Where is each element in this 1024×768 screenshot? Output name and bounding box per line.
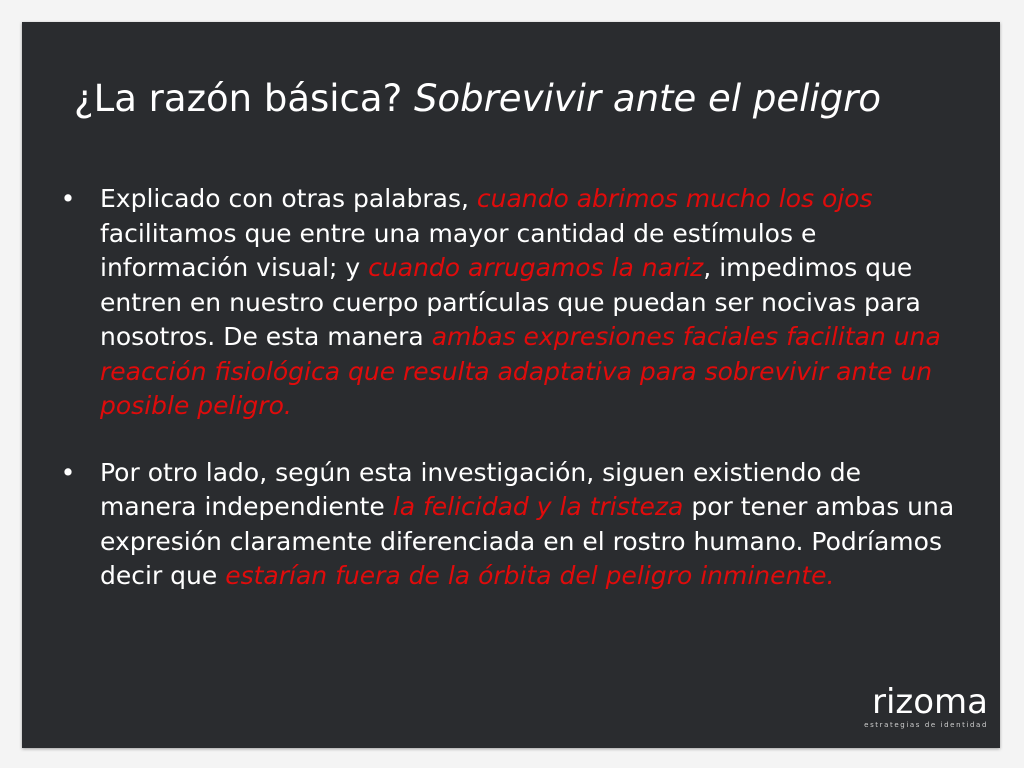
bullet-text-segment: por tener ambas una expresión claramente diferenciada en el rostro humano. Podríamos decir que [100, 492, 955, 590]
bullet-text-segment: Explicado con otras palabras, [100, 184, 477, 213]
bullet-highlight-segment: la felicidad y la tristeza [392, 492, 684, 521]
bullet-dot: • [60, 184, 76, 213]
slide-title [74, 76, 881, 122]
bullet-highlight-segment: cuando abrimos mucho los ojos [476, 184, 873, 213]
slide-title-italic: Sobrevivir ante el peligro [413, 77, 882, 120]
bullet-text-segment: , impedimos que entren en nuestro cuerpo partículas que puedan ser nocivas para nosotros. De esta manera [100, 253, 921, 351]
rizoma-logo [864, 682, 988, 730]
bullet-highlight-segment: estarían fuera de la órbita del peligro inminente. [225, 561, 835, 590]
bullet-text-segment: Por otro lado, según esta investigación, siguen existiendo de manera independiente [100, 457, 862, 521]
bullet-item [58, 182, 958, 424]
bullet-list [58, 182, 958, 594]
logo-wordmark: rizoma [871, 682, 988, 722]
logo-tagline: estrategias de identidad [864, 721, 988, 729]
bullet-item [58, 456, 958, 594]
slide [22, 22, 1000, 748]
bullet-highlight-segment: cuando arrugamos la nariz [368, 253, 704, 282]
bullet-highlight-segment: ambas expresiones faciales facilitan una reacción fisiológica que resulta adaptativa para sobrevivir ante un posible peligro. [100, 322, 941, 420]
bullet-text-segment: facilitamos que entre una mayor cantidad de estímulos e información visual; y [100, 218, 817, 282]
slide-title-plain: ¿La razón básica? [74, 77, 414, 120]
bullet-dot: • [60, 457, 76, 487]
